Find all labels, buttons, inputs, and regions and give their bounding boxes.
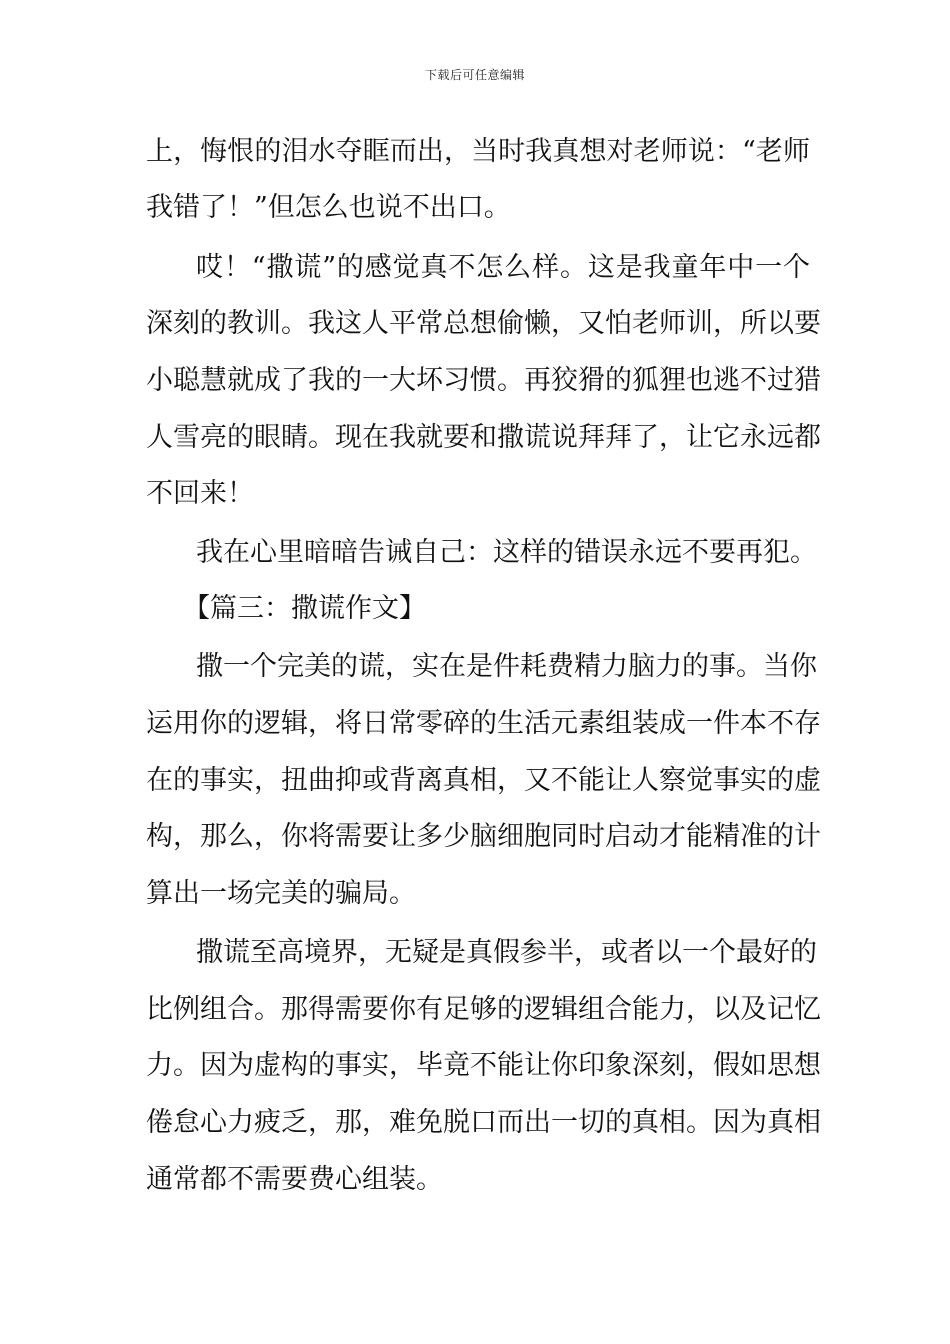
text-line: 深刻的教训。我这人平常总想偷懒，又怕老师训，所以要: [146, 308, 821, 339]
text-line: 构，那么，你将需要让多少脑细胞同时启动才能精准的计: [146, 821, 821, 852]
text-line: 不回来！: [146, 478, 254, 509]
text-line: 通常都不需要费心组装。: [146, 1164, 443, 1195]
page-header: 下载后可任意编辑: [424, 68, 525, 82]
text-line: 我错了！”但怎么也说不出口。: [146, 192, 511, 223]
text-line: 运用你的逻辑，将日常零碎的生活元素组装成一件本不存: [146, 708, 821, 739]
text-line: 撒谎至高境界，无疑是真假参半，或者以一个最好的: [196, 937, 817, 968]
text-line: 力。因为虚构的事实，毕竟不能让你印象深刻，假如思想: [146, 1050, 821, 1081]
text-line: 比例组合。那得需要你有足够的逻辑组合能力，以及记忆: [146, 994, 821, 1025]
text-line: 算出一场完美的骗局。: [146, 878, 416, 909]
text-line: 撒一个完美的谎，实在是件耗费精力脑力的事。当你: [196, 651, 817, 682]
text-line: 小聪慧就成了我的一大坏习惯。再狡猾的狐狸也逃不过猎: [146, 365, 821, 396]
text-line: 哎！“撒谎”的感觉真不怎么样。这是我童年中一个: [196, 252, 810, 283]
text-line: 人雪亮的眼睛。现在我就要和撒谎说拜拜了，让它永远都: [146, 422, 821, 453]
text-line: 上，悔恨的泪水夺眶而出，当时我真想对老师说：“老师: [146, 136, 810, 167]
text-line: 在的事实，扭曲抑或背离真相，又不能让人察觉事实的虚: [146, 765, 821, 796]
text-line: 我在心里暗暗告诫自己：这样的错误永远不要再犯。: [196, 537, 817, 568]
section-heading: 【篇三：撒谎作文】: [183, 593, 426, 624]
text-line: 倦怠心力疲乏，那，难免脱口而出一切的真相。因为真相: [146, 1107, 821, 1138]
